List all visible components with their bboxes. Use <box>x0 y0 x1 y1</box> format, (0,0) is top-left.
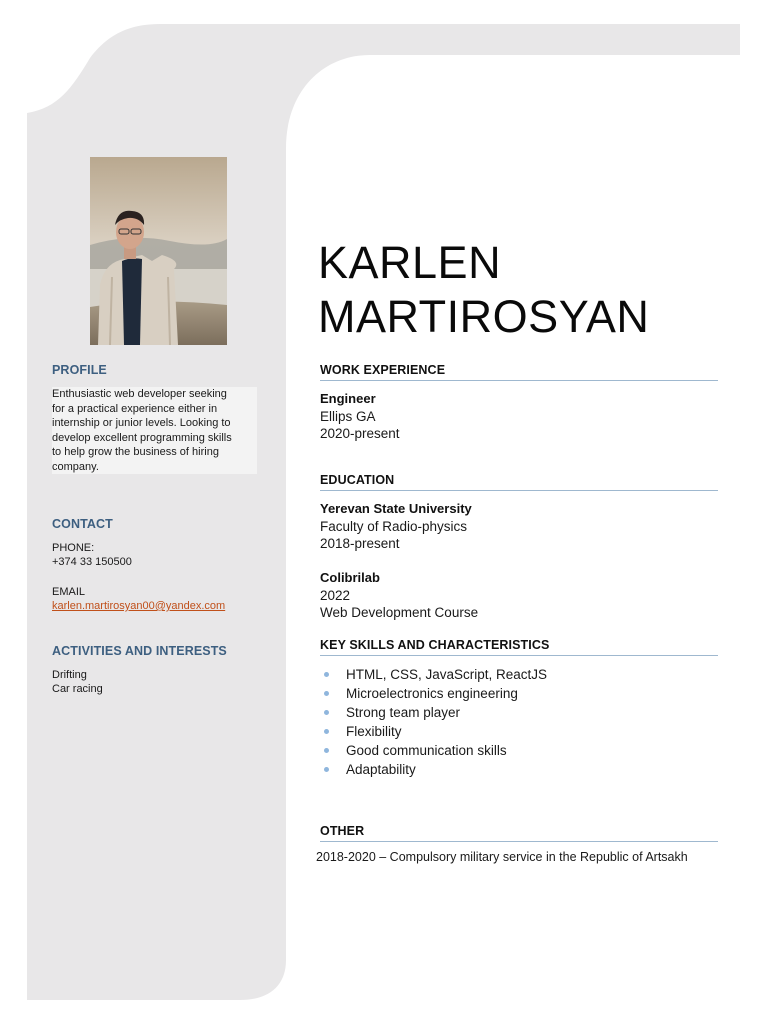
profile-line: Enthusiastic web developer seeking <box>52 388 227 400</box>
skill-text: Microelectronics engineering <box>346 686 518 701</box>
skill-item <box>320 760 547 779</box>
other-text: 2018-2020 – Compulsory military service in the Republic of Artsakh <box>316 850 688 864</box>
skill-text: HTML, CSS, JavaScript, ReactJS <box>346 667 548 682</box>
full-name <box>318 236 649 344</box>
skill-item <box>320 665 547 684</box>
bullet-icon <box>324 767 329 772</box>
profile-line: to help grow the business of hiring <box>52 446 219 458</box>
profile-heading: PROFILE <box>52 363 107 377</box>
profile-line: develop excellent programming skills <box>52 431 232 444</box>
education-detail: Faculty of Radio-physics <box>320 518 468 534</box>
profile-summary <box>52 387 257 474</box>
education-dates: 2022 <box>320 587 351 603</box>
skill-item <box>320 722 547 741</box>
institution: Yerevan State University <box>320 501 472 516</box>
institution: Colibrilab <box>320 570 380 585</box>
company: Ellips GA <box>320 408 376 424</box>
email-link[interactable]: karlen.martirosyan00@yandex.com <box>52 600 226 612</box>
education-entry <box>320 500 472 553</box>
bullet-icon <box>324 672 329 677</box>
first-name: KARLEN <box>318 237 502 288</box>
education-detail: Web Development Course <box>320 605 479 620</box>
education-entry <box>320 569 478 622</box>
skill-text: Good communication skills <box>346 743 507 758</box>
phone-value: +374 33 150500 <box>52 556 132 568</box>
contact-heading: CONTACT <box>52 517 113 531</box>
job-title: Engineer <box>320 391 376 406</box>
last-name: MARTIROSYAN <box>318 291 650 342</box>
profile-line: company. <box>52 460 99 473</box>
bullet-icon <box>324 710 329 715</box>
phone-label: PHONE: <box>52 542 95 554</box>
education-dates: 2018-present <box>320 536 400 551</box>
email-label: EMAIL <box>52 586 86 598</box>
profile-line: for a practical experience either in <box>52 402 218 415</box>
other-heading: OTHER <box>320 824 718 842</box>
activity-item: Drifting <box>52 669 87 681</box>
skill-item <box>320 703 547 722</box>
work-entry <box>320 390 400 443</box>
profile-line: internship or junior levels. Looking to <box>52 417 231 429</box>
bullet-icon <box>324 748 329 753</box>
job-dates: 2020-present <box>320 426 400 441</box>
skills-heading: KEY SKILLS AND CHARACTERISTICS <box>320 638 718 656</box>
skill-text: Flexibility <box>346 724 402 739</box>
activity-item: Car racing <box>52 683 103 695</box>
education-heading: EDUCATION <box>320 473 718 491</box>
bullet-icon <box>324 691 329 696</box>
work-experience-heading: WORK EXPERIENCE <box>320 363 718 381</box>
skill-item <box>320 684 547 703</box>
skill-text: Adaptability <box>346 762 416 777</box>
skill-item <box>320 741 547 760</box>
activities-heading: ACTIVITIES AND INTERESTS <box>52 644 227 658</box>
bullet-icon <box>324 729 329 734</box>
skills-list <box>320 665 547 779</box>
profile-photo <box>90 157 227 345</box>
skill-text: Strong team player <box>346 705 461 720</box>
